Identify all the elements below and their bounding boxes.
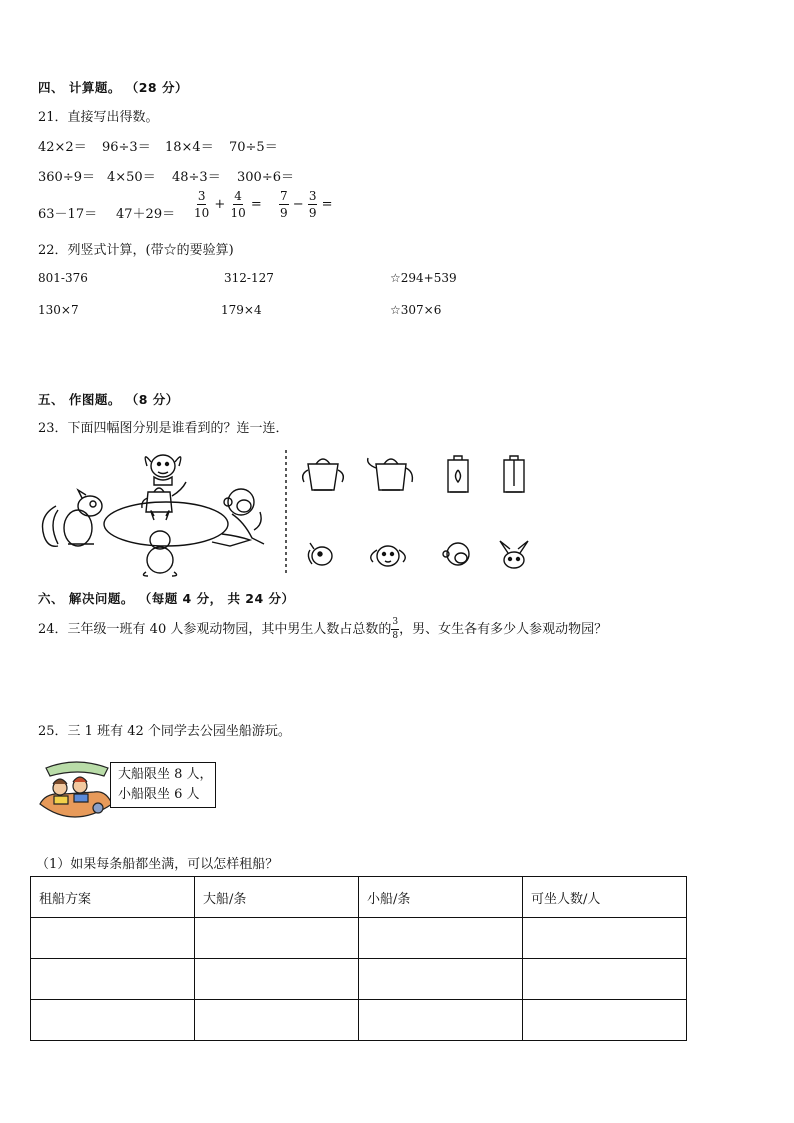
fraction: $\frac{4}{10}$ (230, 189, 246, 220)
table-cell[interactable] (359, 1000, 523, 1041)
question-24-text: ，男、女生各有多少人参观动物园？ (399, 622, 608, 637)
dog-head-icon (371, 546, 406, 566)
boat-capacity-note (110, 762, 216, 808)
boat-kids-illustration (36, 752, 116, 832)
equals-sign: = (250, 197, 262, 212)
table-cell[interactable] (31, 959, 195, 1000)
table-cell[interactable] (31, 1000, 195, 1041)
calc-item: 47＋29＝ (116, 207, 176, 222)
calc-item: 360÷9＝ (38, 170, 95, 185)
sub-question-1: （1）如果每条船都坐满，可以怎样租船？ (36, 857, 279, 872)
fraction-expression-a (193, 190, 262, 219)
table-header-cell: 小船/条 (359, 877, 523, 918)
table-header-cell: 租船方案 (31, 877, 195, 918)
viewpoint-illustration (36, 446, 536, 580)
table-cell[interactable] (523, 959, 687, 1000)
table-row (31, 1000, 687, 1041)
calc-item: 4×50＝ (107, 170, 156, 185)
section-5-title: 五、 作图题。 （8 分） (38, 392, 179, 407)
vertical-calc-item: ☆307×6 (390, 303, 442, 317)
section-4-title: 四、 计算题。 （28 分） (38, 80, 188, 95)
fraction: $\frac{3}{10}$ (194, 189, 210, 220)
question-24 (38, 618, 607, 641)
fraction: $\frac{3}{9}$ (308, 189, 317, 220)
table-cell[interactable] (195, 1000, 359, 1041)
table-header-cell: 大船/条 (195, 877, 359, 918)
calc-item: 18×4＝ (165, 140, 214, 155)
question-23: 23．下面四幅图分别是谁看到的？连一连． (38, 421, 289, 436)
rental-plan-table (30, 876, 687, 1041)
table-header-row (31, 877, 687, 918)
note-line: 大船限坐 8 人， (118, 767, 213, 782)
fraction: $\frac{3}{8}$ (392, 617, 399, 641)
teapot-view-icon (448, 456, 468, 492)
question-21: 21．直接写出得数。 (38, 110, 159, 125)
table-cell[interactable] (195, 959, 359, 1000)
fraction: $\frac{7}{9}$ (280, 189, 288, 220)
table-row (31, 959, 687, 1000)
squirrel-icon (43, 490, 103, 546)
question-24-text: 24．三年级一班有 40 人参观动物园，其中男生人数占总数的 (38, 622, 392, 637)
fraction-expression-b (279, 190, 333, 219)
section-6-title: 六、 解决问题。 （每题 4 分， 共 24 分） (38, 591, 295, 606)
table-header-cell: 可坐人数/人 (523, 877, 687, 918)
vertical-calc-item: 312-127 (224, 271, 274, 285)
equals-sign: = (321, 197, 333, 212)
vertical-calc-item: 801-376 (38, 271, 88, 285)
table-cell[interactable] (523, 918, 687, 959)
teapot-view-icon (368, 458, 413, 490)
dog-icon (145, 455, 181, 485)
teapot-view-icon (303, 459, 344, 490)
teapot-view-icon (504, 456, 524, 492)
vertical-calc-item: 179×4 (221, 303, 262, 317)
round-table (104, 502, 228, 546)
question-25: 25．三 1 班有 42 个同学去公园坐船游玩。 (38, 724, 291, 739)
operator: − (292, 197, 304, 212)
calc-item: 70÷5＝ (229, 140, 278, 155)
monkey-head-icon (443, 543, 469, 565)
calc-item: 48÷3＝ (172, 170, 221, 185)
calc-item: 96÷3＝ (102, 140, 151, 155)
table-cell[interactable] (31, 918, 195, 959)
table-cell[interactable] (523, 1000, 687, 1041)
calc-item: 63－17＝ (38, 207, 98, 222)
operator: + (214, 197, 226, 212)
calc-item: 300÷6＝ (237, 170, 294, 185)
vertical-calc-item: 130×7 (38, 303, 79, 317)
squirrel-head-icon (308, 543, 332, 565)
calc-item: 42×2＝ (38, 140, 87, 155)
question-22: 22．列竖式计算，(带☆的要验算) (38, 243, 234, 258)
table-cell[interactable] (359, 918, 523, 959)
vertical-calc-item: ☆294+539 (390, 271, 457, 285)
rabbit-head-icon (500, 541, 528, 568)
table-cell[interactable] (195, 918, 359, 959)
table-row (31, 918, 687, 959)
table-cell[interactable] (359, 959, 523, 1000)
note-line: 小船限坐 6 人 (118, 787, 200, 802)
